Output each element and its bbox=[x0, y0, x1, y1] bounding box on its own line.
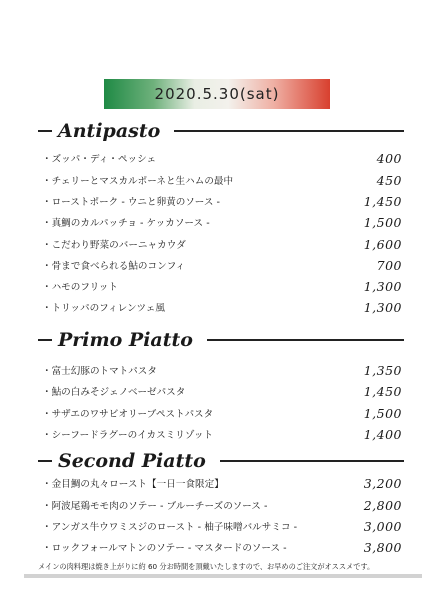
heading-dash bbox=[38, 130, 52, 132]
menu-item bbox=[42, 361, 402, 379]
heading-rule bbox=[220, 460, 404, 461]
menu-item bbox=[42, 538, 402, 556]
item-name: ・アンガス牛ウワミスジのロースト - 柚子味噌バルサミコ - bbox=[42, 522, 298, 533]
item-price: 3,800 bbox=[363, 539, 402, 555]
item-name: ・チェリーとマスカルポーネと生ハムの最中 bbox=[42, 176, 234, 187]
menu-date: 2020.5.30(sat) bbox=[154, 85, 280, 103]
bottom-divider bbox=[24, 574, 422, 578]
item-price: 450 bbox=[376, 172, 402, 188]
menu-item bbox=[42, 277, 402, 295]
item-price: 3,200 bbox=[363, 475, 402, 491]
item-price: 1,350 bbox=[363, 362, 402, 378]
item-name: ・金目鯛の丸々ロースト【一日一食限定】 bbox=[42, 479, 224, 490]
item-price: 1,500 bbox=[363, 214, 402, 230]
section-title: Primo Piatto bbox=[58, 329, 193, 351]
item-price: 400 bbox=[376, 150, 402, 166]
menu-item bbox=[42, 213, 402, 231]
section-title: Antipasto bbox=[58, 120, 161, 142]
menu-item bbox=[42, 192, 402, 210]
item-price: 3,000 bbox=[363, 518, 402, 534]
section-heading-antipasto bbox=[38, 118, 404, 144]
item-price: 1,450 bbox=[363, 193, 402, 209]
menu-item bbox=[42, 517, 402, 535]
item-price: 700 bbox=[376, 257, 402, 273]
footnote: メインの肉料理は焼き上がりに約 60 分お時間を頂戴いたしますので、お早めのご注文がオススメです。 bbox=[38, 562, 375, 571]
date-banner bbox=[104, 79, 330, 109]
item-name: ・骨まで食べられる鮎のコンフィ bbox=[42, 261, 186, 272]
item-name: ・こだわり野菜のバーニャカウダ bbox=[42, 240, 186, 251]
section-title: Second Piatto bbox=[58, 450, 206, 472]
item-name: ・真鯛のカルパッチョ - ケッカソース - bbox=[42, 218, 210, 229]
item-name: ・ズッパ・ディ・ペッシェ bbox=[42, 154, 157, 165]
heading-dash bbox=[38, 460, 52, 462]
menu-item bbox=[42, 149, 402, 167]
item-price: 1,300 bbox=[363, 278, 402, 294]
item-price: 1,450 bbox=[363, 383, 402, 399]
heading-dash bbox=[38, 339, 52, 341]
item-name: ・ロックフォールマトンのソテー - マスタードのソース - bbox=[42, 543, 287, 554]
menu-item bbox=[42, 474, 402, 492]
item-name: ・阿波尾鶏モモ肉のソテー - ブルーチーズのソース - bbox=[42, 501, 268, 512]
item-name: ・富士幻豚のトマトパスタ bbox=[42, 366, 157, 377]
item-name: ・サザエのワサビオリーブペストパスタ bbox=[42, 409, 214, 420]
menu-item bbox=[42, 382, 402, 400]
item-price: 1,600 bbox=[363, 236, 402, 252]
menu-item bbox=[42, 256, 402, 274]
menu-item bbox=[42, 235, 402, 253]
menu-item bbox=[42, 496, 402, 514]
item-price: 1,500 bbox=[363, 405, 402, 421]
item-price: 1,400 bbox=[363, 426, 402, 442]
menu-item bbox=[42, 171, 402, 189]
menu-item bbox=[42, 425, 402, 443]
item-name: ・トリッパのフィレンツェ風 bbox=[42, 303, 165, 314]
heading-rule bbox=[174, 130, 404, 131]
heading-rule bbox=[207, 339, 404, 340]
item-name: ・ハモのフリット bbox=[42, 282, 118, 293]
item-price: 2,800 bbox=[363, 497, 402, 513]
section-heading-primo-piatto bbox=[38, 327, 404, 353]
item-name: ・シーフードラグーのイカスミリゾット bbox=[42, 430, 214, 441]
item-price: 1,300 bbox=[363, 299, 402, 315]
menu-item bbox=[42, 298, 402, 316]
item-name: ・ローストポーク - ウニと卵黄のソース - bbox=[42, 197, 221, 208]
section-heading-second-piatto bbox=[38, 448, 404, 474]
item-name: ・鮎の白みそジェノベーゼパスタ bbox=[42, 387, 186, 398]
menu-item bbox=[42, 404, 402, 422]
